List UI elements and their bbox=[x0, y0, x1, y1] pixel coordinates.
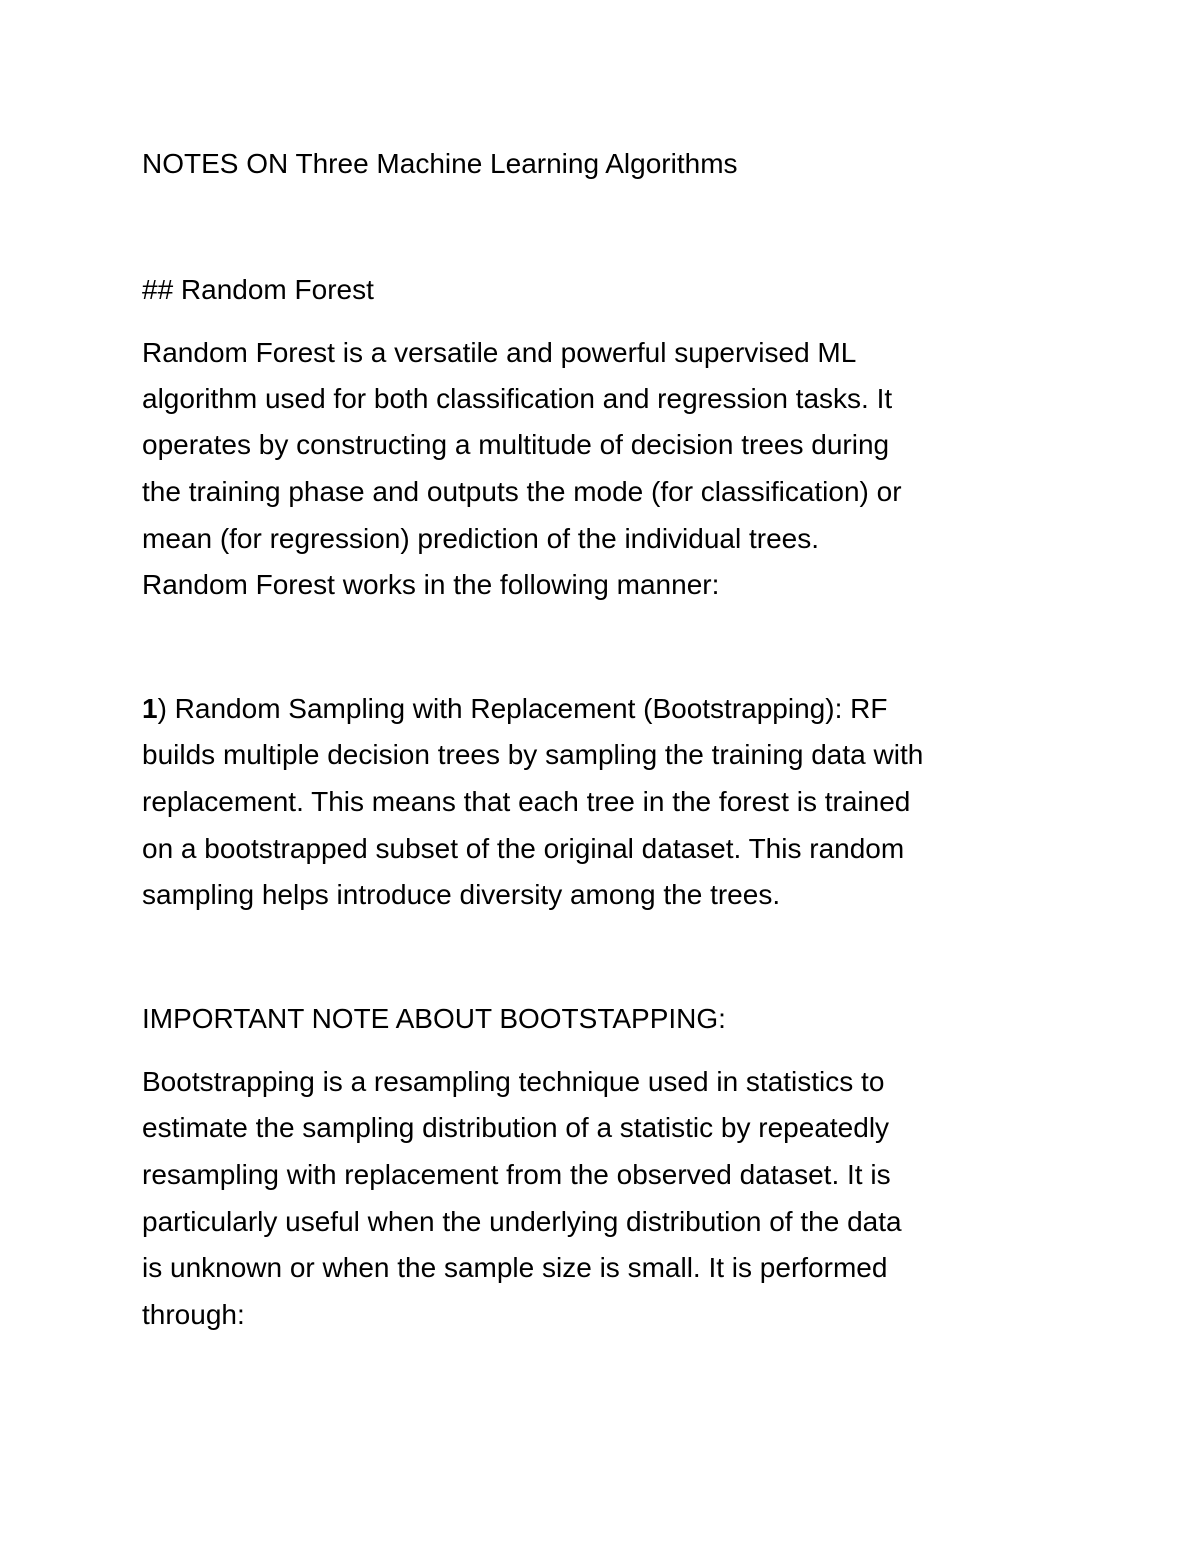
intro-line: Random Forest is a versatile and powerful supervised ML bbox=[142, 337, 857, 368]
intro-line: the training phase and outputs the mode (for classification) or bbox=[142, 476, 902, 507]
step1-number: 1 bbox=[142, 693, 158, 724]
step1-line: on a bootstrapped subset of the original dataset. This random bbox=[142, 833, 905, 864]
step1-first-line bbox=[142, 686, 887, 732]
note-line: through: bbox=[142, 1299, 245, 1330]
note-line: Bootstrapping is a resampling technique used in statistics to bbox=[142, 1066, 885, 1097]
step1-first-line-text: ) Random Sampling with Replacement (Bootstrapping): RF bbox=[157, 693, 888, 724]
intro-line: operates by constructing a multitude of decision trees during bbox=[142, 429, 890, 460]
step1-line: replacement. This means that each tree in the forest is trained bbox=[142, 786, 911, 817]
intro-line: algorithm used for both classification and regression tasks. It bbox=[142, 383, 893, 414]
intro-line: mean (for regression) prediction of the individual trees. bbox=[142, 523, 820, 554]
note-line: is unknown or when the sample size is small. It is performed bbox=[142, 1252, 888, 1283]
step1-line: sampling helps introduce diversity among the trees. bbox=[142, 879, 781, 910]
note-line: estimate the sampling distribution of a statistic by repeatedly bbox=[142, 1112, 890, 1143]
note-line: particularly useful when the underlying distribution of the data bbox=[142, 1206, 902, 1237]
section-heading: ## Random Forest bbox=[142, 274, 374, 305]
step1-line: builds multiple decision trees by sampling the training data with bbox=[142, 739, 924, 770]
note-heading: IMPORTANT NOTE ABOUT BOOTSTAPPING: bbox=[142, 1003, 726, 1034]
intro-line: Random Forest works in the following manner: bbox=[142, 569, 720, 600]
note-line: resampling with replacement from the observed dataset. It is bbox=[142, 1159, 891, 1190]
document-title: NOTES ON Three Machine Learning Algorithms bbox=[142, 148, 738, 179]
